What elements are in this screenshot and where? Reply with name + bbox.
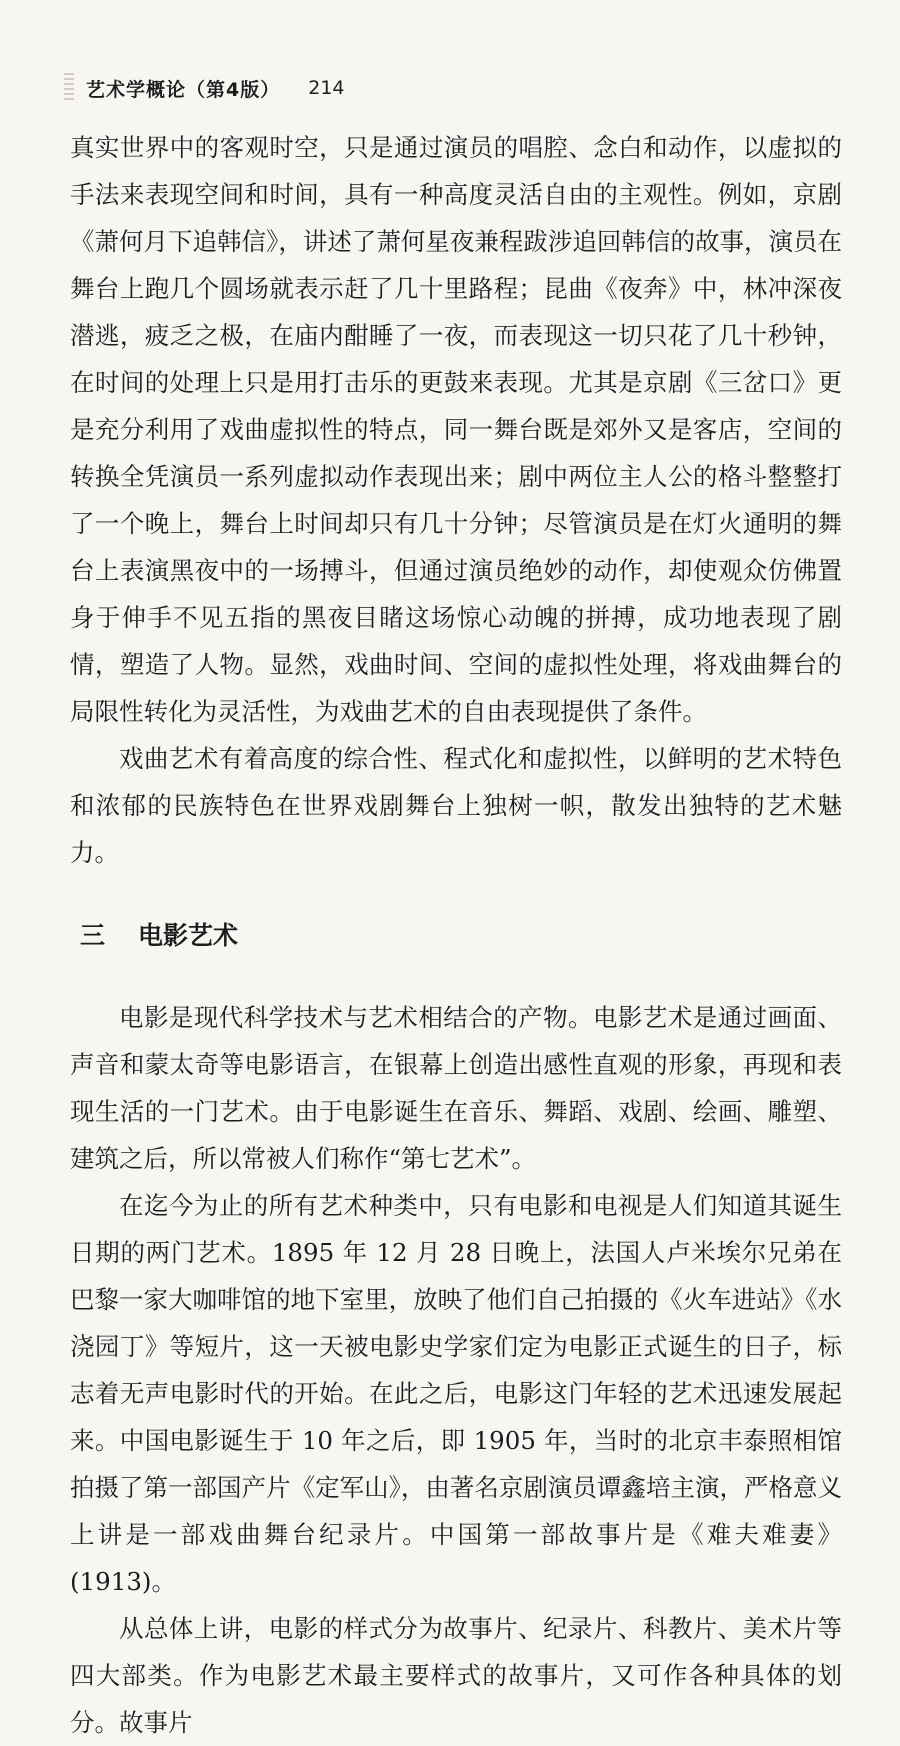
section-title: 电影艺术: [138, 921, 239, 950]
paragraph-continued: 真实世界中的客观时空，只是通过演员的唱腔、念白和动作，以虚拟的手法来表现空间和时间，具有一种高度灵活自由的主观性。例如，京剧《萧何月下追韩信》，讲述了萧何星夜兼程跋涉追回韩信的故事，演员在舞台上跑几个圆场就表示赶了几十里路程；昆曲《夜奔》中，林冲深夜潜逃，疲乏之极，在庙内酣睡了一夜，而表现这一切只花了几十秒钟，在时间的处理上只是用打击乐的更鼓来表现。尤其是京剧《三岔口》更是充分利用了戏曲虚拟性的特点，同一舞台既是郊外又是客店，空间的转换全凭演员一系列虚拟动作表现出来；剧中两位主人公的格斗整整打了一个晚上，舞台上时间却只有几十分钟；尽管演员是在灯火通明的舞台上表演黑夜中的一场搏斗，但通过演员绝妙的动作，却使观众仿佛置身于伸手不见五指的黑夜目睹这场惊心动魄的拼搏，成功地表现了剧情，塑造了人物。显然，戏曲时间、空间的虚拟性处理，将戏曲舞台的局限性转化为灵活性，为戏曲艺术的自由表现提供了条件。: [70, 133, 842, 726]
page-body: [70, 124, 842, 1746]
book-title: 艺术学概论（第4版）: [86, 78, 281, 101]
header-decoration-icon: [64, 73, 74, 103]
paragraph: 戏曲艺术有着高度的综合性、程式化和虚拟性，以鲜明的艺术特色和浓郁的民族特色在世界戏剧舞台上独树一帜，散发出独特的艺术魅力。: [70, 744, 842, 867]
section-heading: [80, 914, 842, 958]
section-number: 三: [80, 921, 106, 950]
paragraph: 从总体上讲，电影的样式分为故事片、纪录片、科教片、美术片等四大部类。作为电影艺术最主要样式的故事片，又可作各种具体的划分。故事片: [70, 1614, 842, 1737]
paragraph: 电影是现代科学技术与艺术相结合的产物。电影艺术是通过画面、声音和蒙太奇等电影语言，在银幕上创造出感性直观的形象，再现和表现生活的一门艺术。由于电影诞生在音乐、舞蹈、戏剧、绘画、雕塑、建筑之后，所以常被人们称作“第七艺术”。: [70, 1003, 842, 1173]
paragraph: 在迄今为止的所有艺术种类中，只有电影和电视是人们知道其诞生日期的两门艺术。1895 年 12 月 28 日晚上，法国人卢米埃尔兄弟在巴黎一家大咖啡馆的地下室里，放映了他们自己拍摄的《火车进站》《水浇园丁》等短片，这一天被电影史学家们定为电影正式诞生的日子，标志着无声电影时代的开始。在此之后，电影这门年轻的艺术迅速发展起来。中国电影诞生于 10 年之后，即 1905 年，当时的北京丰泰照相馆拍摄了第一部国产片《定军山》，由著名京剧演员谭鑫培主演，严格意义上讲是一部戏曲舞台纪录片。中国第一部故事片是《难夫难妻》(1913)。: [70, 1191, 842, 1596]
running-header: [64, 70, 345, 106]
page-number: 214: [308, 77, 345, 99]
